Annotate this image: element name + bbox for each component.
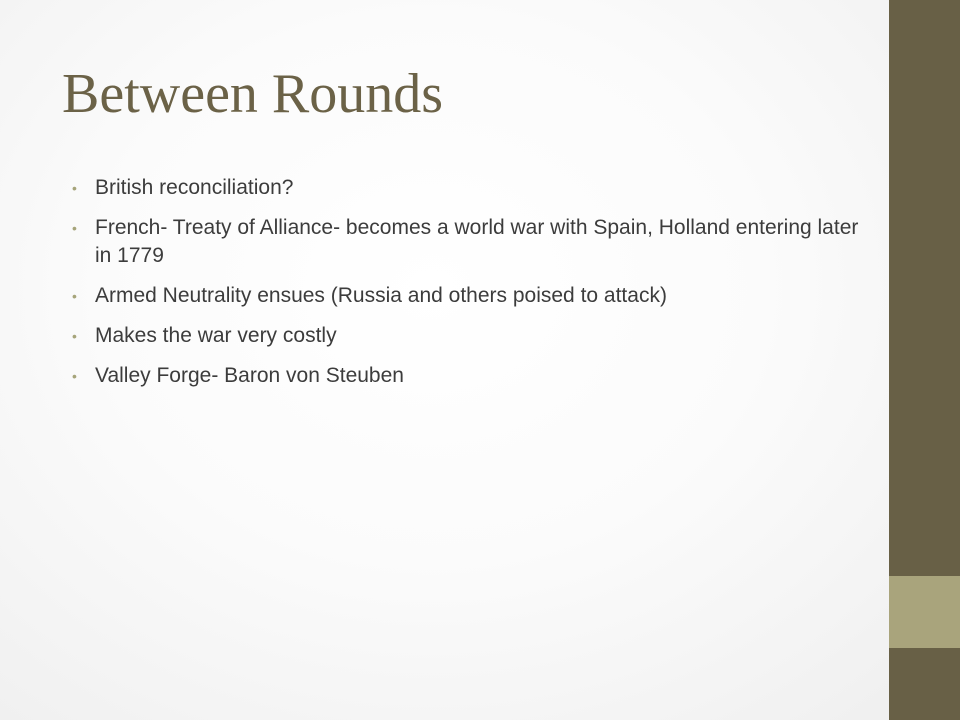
sidebar-top-block — [889, 0, 960, 576]
bullet-icon: • — [72, 220, 77, 236]
bullet-item — [72, 214, 862, 270]
bullet-list — [72, 174, 862, 402]
bullet-text: Armed Neutrality ensues (Russia and others poised to attack) — [95, 284, 667, 307]
bullet-icon: • — [72, 368, 77, 384]
slide-title: Between Rounds — [62, 63, 444, 125]
bullet-item — [72, 322, 862, 350]
bullet-icon: • — [72, 328, 77, 344]
bullet-item — [72, 362, 862, 390]
bullet-item — [72, 174, 862, 202]
bullet-icon: • — [72, 180, 77, 196]
bullet-text: British reconciliation? — [95, 176, 294, 199]
sidebar-bottom-block — [889, 648, 960, 720]
sidebar-decoration — [889, 0, 960, 720]
bullet-text: Valley Forge- Baron von Steuben — [95, 364, 404, 387]
bullet-item — [72, 282, 862, 310]
bullet-icon: • — [72, 288, 77, 304]
bullet-text: Makes the war very costly — [95, 324, 337, 347]
sidebar-accent-block — [889, 576, 960, 648]
bullet-text: French- Treaty of Alliance- becomes a world war with Spain, Holland entering later in 1779 — [95, 216, 859, 267]
